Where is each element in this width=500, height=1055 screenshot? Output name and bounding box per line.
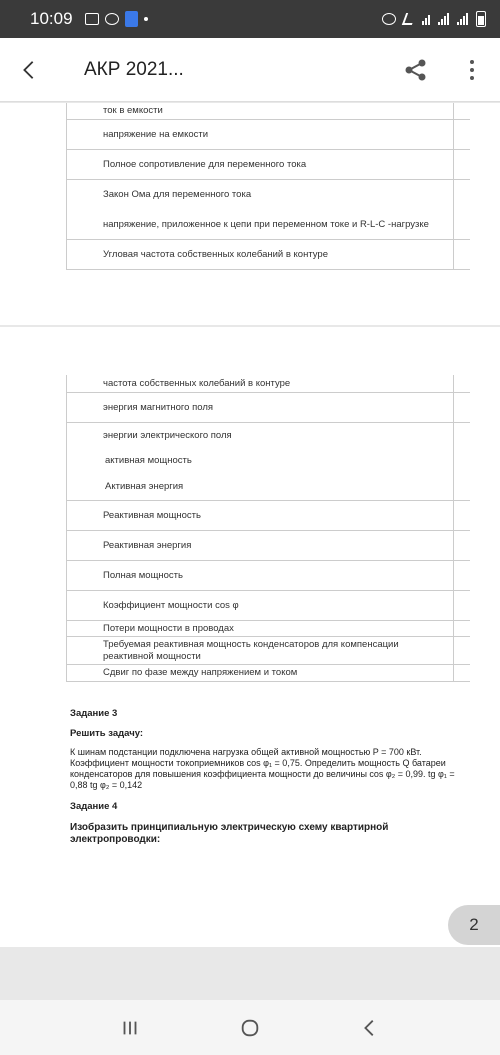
- row-text: Полная мощность: [103, 569, 183, 581]
- row-text: Сдвиг по фазе между напряжением и током: [103, 667, 298, 679]
- table-row: [67, 531, 470, 561]
- gallery-icon: [85, 13, 99, 25]
- recent-apps-icon: [119, 1017, 141, 1039]
- table-row: [67, 473, 470, 501]
- more-notifications-icon: [144, 17, 148, 21]
- wifi-icon: [422, 13, 430, 25]
- table-row: [67, 561, 470, 591]
- app-bar: [0, 38, 500, 102]
- status-bar: [0, 0, 500, 38]
- row-text: Реактивная энергия: [103, 539, 192, 551]
- table-row: [67, 210, 470, 240]
- mute-icon: [402, 13, 416, 25]
- table-row: [67, 180, 470, 210]
- document-page-2: [0, 327, 500, 947]
- table-row: [67, 621, 470, 637]
- word-document-icon: [125, 11, 138, 27]
- table-row: [67, 103, 470, 120]
- row-text: Требуемая реактивная мощность конденсаторов для компенсации реактивной мощности: [103, 638, 399, 662]
- table-row: [67, 150, 470, 180]
- more-options-icon[interactable]: [462, 56, 482, 84]
- row-text: ток в емкости: [103, 105, 163, 117]
- row-text: Угловая частота собственных колебаний в контуре: [103, 248, 328, 260]
- home-button[interactable]: [230, 1008, 270, 1048]
- task-4-body: Изобразить принципиальную электрическую схему квартирной электропроводки:: [70, 821, 389, 846]
- chevron-left-icon: [18, 59, 40, 81]
- table-row: [67, 375, 470, 393]
- battery-icon: [476, 11, 486, 27]
- notification-icons: [85, 11, 148, 27]
- home-icon: [239, 1017, 261, 1039]
- table-row: [67, 393, 470, 423]
- whatsapp-icon: [105, 13, 119, 25]
- table-row: [67, 501, 470, 531]
- status-time: 10:09: [30, 9, 73, 28]
- table-row: [67, 240, 470, 270]
- row-text: энергии электрического поля: [103, 430, 232, 442]
- definitions-table-2: [66, 375, 470, 682]
- table-row: [67, 449, 470, 473]
- system-nav-bar: [0, 1000, 500, 1055]
- row-text: Полное сопротивление для переменного тока: [103, 158, 307, 170]
- row-text: Реактивная мощность: [103, 509, 201, 521]
- row-text: Закон Ома для переменного тока: [103, 189, 252, 201]
- row-text: Потери мощности в проводах: [103, 622, 234, 634]
- page-indicator: 2: [448, 905, 500, 945]
- task-3-title: Задание 3: [70, 708, 118, 719]
- back-nav-button[interactable]: [350, 1008, 390, 1048]
- recent-apps-button[interactable]: [110, 1008, 150, 1048]
- document-page-1: [0, 103, 500, 325]
- row-text: активная мощность: [105, 455, 192, 467]
- signal-icon-2: [457, 13, 468, 25]
- table-row: [67, 665, 470, 682]
- task-3: [70, 708, 470, 847]
- row-text: Коэффициент мощности cos φ: [103, 599, 239, 611]
- row-text: Активная энергия: [105, 480, 184, 492]
- system-icons: [382, 11, 486, 27]
- table-row: [67, 423, 470, 449]
- table-row: [67, 120, 470, 150]
- signal-icon-1: [438, 13, 449, 25]
- row-text: энергия магнитного поля: [103, 401, 214, 413]
- row-text: частота собственных колебаний в контуре: [103, 377, 291, 389]
- back-button[interactable]: [0, 38, 58, 102]
- document-title: АКР 2021...: [84, 58, 184, 80]
- table-row: [67, 591, 470, 621]
- row-text: напряжение, приложенное к цепи при переменном токе и R-L-C -нагрузке: [103, 218, 429, 230]
- alarm-icon: [382, 13, 396, 25]
- back-nav-icon: [359, 1017, 381, 1039]
- task-4-title: Задание 4: [70, 801, 118, 813]
- task-3-subtitle: Решить задачу:: [70, 727, 144, 739]
- task-3-body: К шинам подстанции подключена нагрузка общей активной мощностью P = 700 кВт. Коэффициент мощности токоприемников cos φ₁ = 0,75. Определить мощность Q батареи конденсаторов для повышения коэффициента мощности до величины cos φ₂ = 0,99. tg φ₁ = 0,88 tg φ₂ = 0,142: [70, 747, 455, 791]
- definitions-table-1: [66, 103, 470, 270]
- row-text: напряжение на емкости: [103, 128, 209, 140]
- share-icon[interactable]: [402, 56, 430, 84]
- table-row: [67, 637, 470, 665]
